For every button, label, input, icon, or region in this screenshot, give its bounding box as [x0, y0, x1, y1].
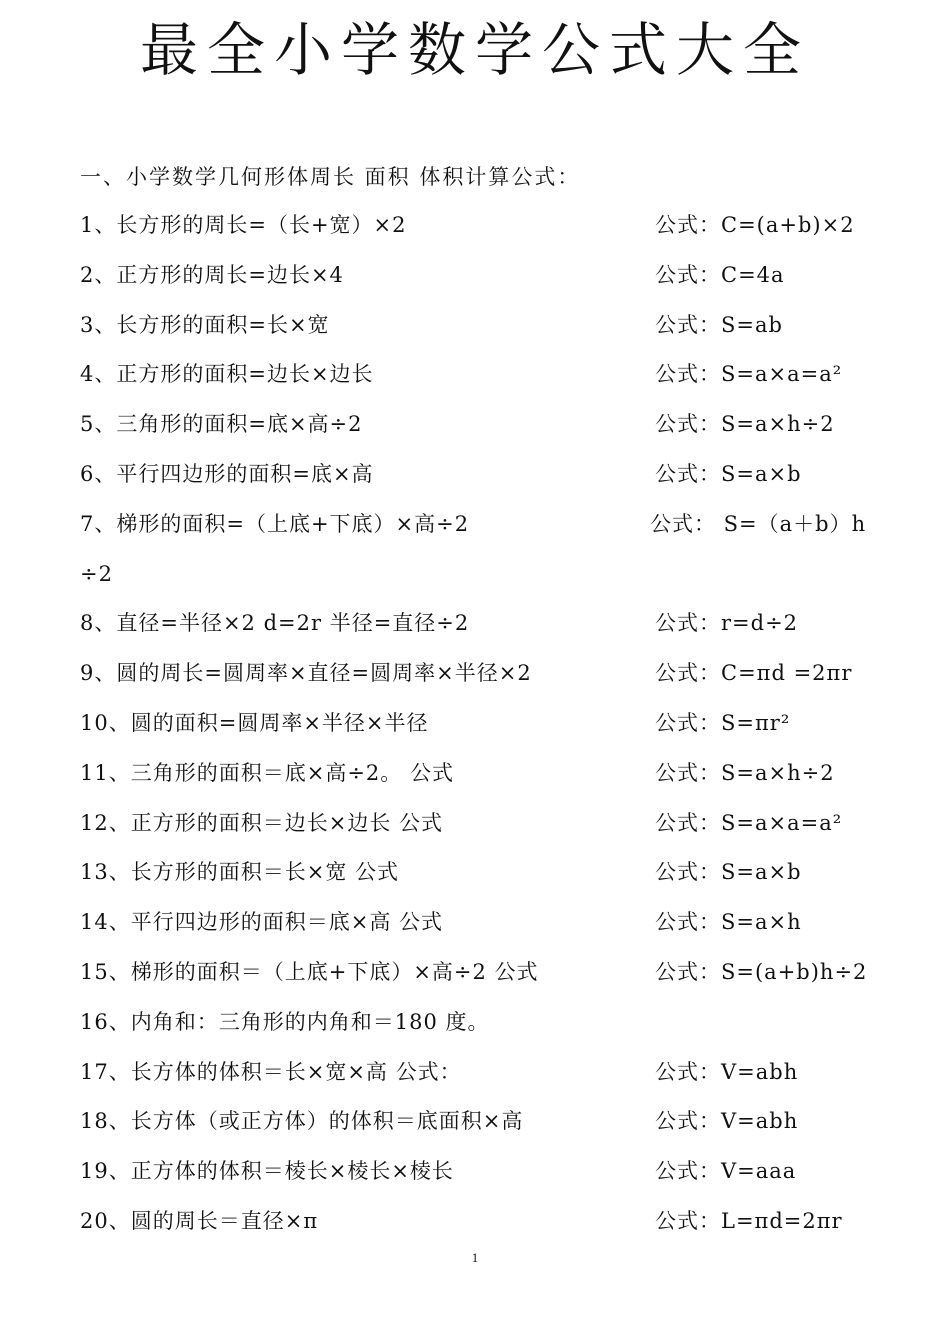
formula-row [0, 855, 950, 905]
formula-expression: 公式：S=a×b [655, 860, 802, 885]
formula-expression: 公式：C=πd =2πr [655, 661, 853, 686]
formula-description: 12、正方形的面积＝边长×边长 公式 [80, 810, 443, 835]
formula-row [0, 407, 950, 457]
formula-description: 16、内角和：三角形的内角和＝180 度。 [80, 1009, 490, 1034]
formula-description: 3、长方形的面积=长×宽 [80, 312, 330, 337]
formula-row [0, 955, 950, 1005]
formula-description: 7、梯形的面积=（上底+下底）×高÷2 [80, 511, 470, 536]
formula-expression: 公式：S=a×h÷2 [655, 412, 835, 437]
formula-description: 15、梯形的面积＝（上底+下底）×高÷2 公式 [80, 959, 539, 984]
formula-row [0, 507, 950, 557]
formula-expression: 公式：S=a×h÷2 [655, 760, 835, 785]
formula-row [0, 1055, 950, 1105]
formula-expression: 公式：S=a×a=a² [655, 362, 843, 387]
formula-row-continuation [0, 557, 950, 607]
formula-description: ÷2 [80, 561, 113, 586]
formula-description: 10、圆的面积=圆周率×半径×半径 [80, 710, 429, 735]
document-title: 最全小学数学公式大全 [139, 16, 810, 84]
formula-expression: 公式：S=a×b [655, 461, 802, 486]
formula-description: 17、长方体的体积＝长×宽×高 公式： [80, 1059, 462, 1084]
section-heading: 一、小学数学几何形体周长 面积 体积计算公式： [80, 165, 581, 189]
formula-description: 2、正方形的周长=边长×4 [80, 262, 344, 287]
formula-row [0, 457, 950, 507]
formula-expression: 公式：V=aaa [655, 1159, 797, 1184]
formula-description: 19、正方体的体积＝棱长×棱长×棱长 [80, 1159, 454, 1184]
formula-row [0, 357, 950, 407]
formula-description: 11、三角形的面积＝底×高÷2。 公式 [80, 760, 454, 785]
formula-description: 14、平行四边形的面积＝底×高 公式 [80, 910, 443, 935]
formula-description: 1、长方形的周长=（长+宽）×2 [80, 213, 407, 237]
formula-row [0, 706, 950, 756]
formula-row [0, 656, 950, 706]
formula-expression: 公式：S=πr² [655, 710, 791, 735]
formula-expression: 公式：S=a×a=a² [655, 810, 843, 835]
formula-row [0, 905, 950, 955]
formula-row [0, 806, 950, 856]
formula-row [0, 208, 950, 258]
formula-description: 6、平行四边形的面积=底×高 [80, 461, 374, 486]
formula-expression: 公式：S=ab [655, 312, 783, 337]
formula-description: 20、圆的周长＝直径×π [80, 1208, 319, 1233]
formula-description: 13、长方形的面积＝长×宽 公式 [80, 860, 399, 885]
formula-row [0, 1104, 950, 1154]
formula-expression: 公式：r=d÷2 [655, 611, 799, 636]
formula-row [0, 756, 950, 806]
formula-row [0, 606, 950, 656]
formula-description: 4、正方形的面积=边长×边长 [80, 362, 374, 387]
formula-expression: 公式：S=(a+b)h÷2 [655, 959, 868, 984]
formula-expression: 公式：C=(a+b)×2 [655, 213, 855, 237]
formula-expression: 公式：V=abh [655, 1059, 799, 1084]
formula-expression: 公式： S=（a＋b）h [650, 511, 867, 536]
formula-row [0, 1154, 950, 1204]
formula-row [0, 308, 950, 358]
formula-description: 9、圆的周长=圆周率×直径=圆周率×半径×2 [80, 661, 532, 686]
formula-expression: 公式：V=abh [655, 1109, 799, 1134]
formula-expression: 公式：S=a×h [655, 910, 802, 935]
formula-expression: 公式：L=πd=2πr [655, 1208, 843, 1233]
page-number: 1 [471, 1250, 479, 1265]
formula-list [0, 208, 950, 1254]
formula-description: 5、三角形的面积=底×高÷2 [80, 412, 363, 437]
formula-row [0, 1204, 950, 1254]
formula-expression: 公式：C=4a [655, 262, 785, 287]
formula-description: 18、长方体（或正方体）的体积＝底面积×高 [80, 1109, 524, 1134]
formula-row [0, 258, 950, 308]
formula-description: 8、直径=半径×2 d=2r 半径=直径÷2 [80, 611, 470, 636]
formula-row [0, 1005, 950, 1055]
